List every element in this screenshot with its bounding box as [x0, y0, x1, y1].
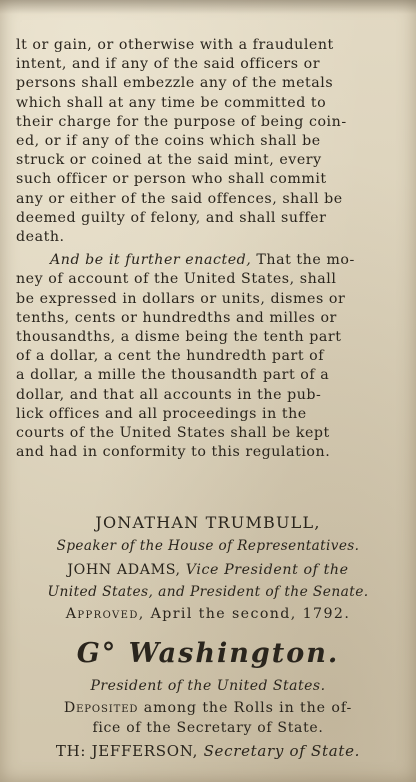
body-line: ed, or if any of the coins which shall be [16, 133, 321, 150]
body-line: persons shall embezzle any of the metals [16, 75, 334, 92]
deposited-label: Deposited [63, 700, 139, 716]
secretary-line [0, 742, 416, 760]
body-line: which shall at any time be committed to [16, 94, 327, 111]
deposited-rest: among the Rolls in the of- [138, 700, 353, 716]
deposited-line-2: fice of the Secretary of State. [92, 720, 324, 736]
body-line: intent, and if any of the said officers or [16, 56, 321, 73]
approved-line [0, 606, 416, 622]
speaker-title: Speaker of the House of Representatives. [56, 538, 360, 554]
enacted-line [16, 251, 408, 270]
vice-president-title-cont: United States, and President of the Senate. [47, 584, 369, 600]
page-edge-shadow [0, 0, 416, 14]
body-line: deemed guilty of felony, and shall suffer [16, 209, 327, 226]
enacted-intro: And be it further enacted, [50, 252, 252, 269]
enacted-body-line: ney of account of the United States, shall [16, 271, 337, 288]
enacted-body-line: thousandths, a disme being the tenth part [16, 329, 342, 346]
enacted-body-line: dollar, and that all accounts in the pub- [16, 386, 322, 403]
enacted-body-line: of a dollar, a cent the hundredth part of [16, 348, 325, 365]
enacted-body-line: be expressed in dollars or units, dismes or [16, 290, 346, 307]
vice-president-line [0, 562, 416, 578]
act-body-text [16, 36, 408, 462]
body-line: any or either of the said offences, shall be [16, 190, 343, 207]
vice-president-name: JOHN ADAMS, [67, 562, 181, 578]
washington-signature: G° Washington. [76, 638, 340, 669]
secretary-title: Secretary of State. [198, 742, 361, 760]
secretary-name: TH: JEFFERSON, [55, 742, 199, 760]
enacted-body-line: a dollar, a mille the thousandth part of a [16, 367, 330, 384]
body-line: lt or gain, or otherwise with a fraudulent [16, 37, 334, 53]
enacted-body-line: lick offices and all proceedings in the [16, 405, 307, 422]
deposited-line [0, 700, 416, 716]
approved-date: April the second, 1792. [144, 606, 351, 622]
speaker-name: JONATHAN TRUMBULL, [95, 513, 321, 532]
body-line: such officer or person who shall commit [16, 171, 327, 188]
body-line: death. [16, 229, 65, 246]
enacted-body-line: courts of the United States shall be kept [16, 425, 330, 442]
vice-president-title: Vice President of the [180, 562, 349, 578]
enacted-body-line: tenths, cents or hundredths and milles or [16, 309, 337, 326]
approved-label: Approved, [65, 606, 145, 622]
enacted-body-line: and had in conformity to this regulation. [16, 444, 331, 461]
body-line: their charge for the purpose of being coin- [16, 113, 347, 130]
president-title: President of the United States. [90, 678, 326, 694]
enacted-rest: That the mo- [251, 252, 355, 269]
body-line: struck or coined at the said mint, every [16, 152, 322, 169]
